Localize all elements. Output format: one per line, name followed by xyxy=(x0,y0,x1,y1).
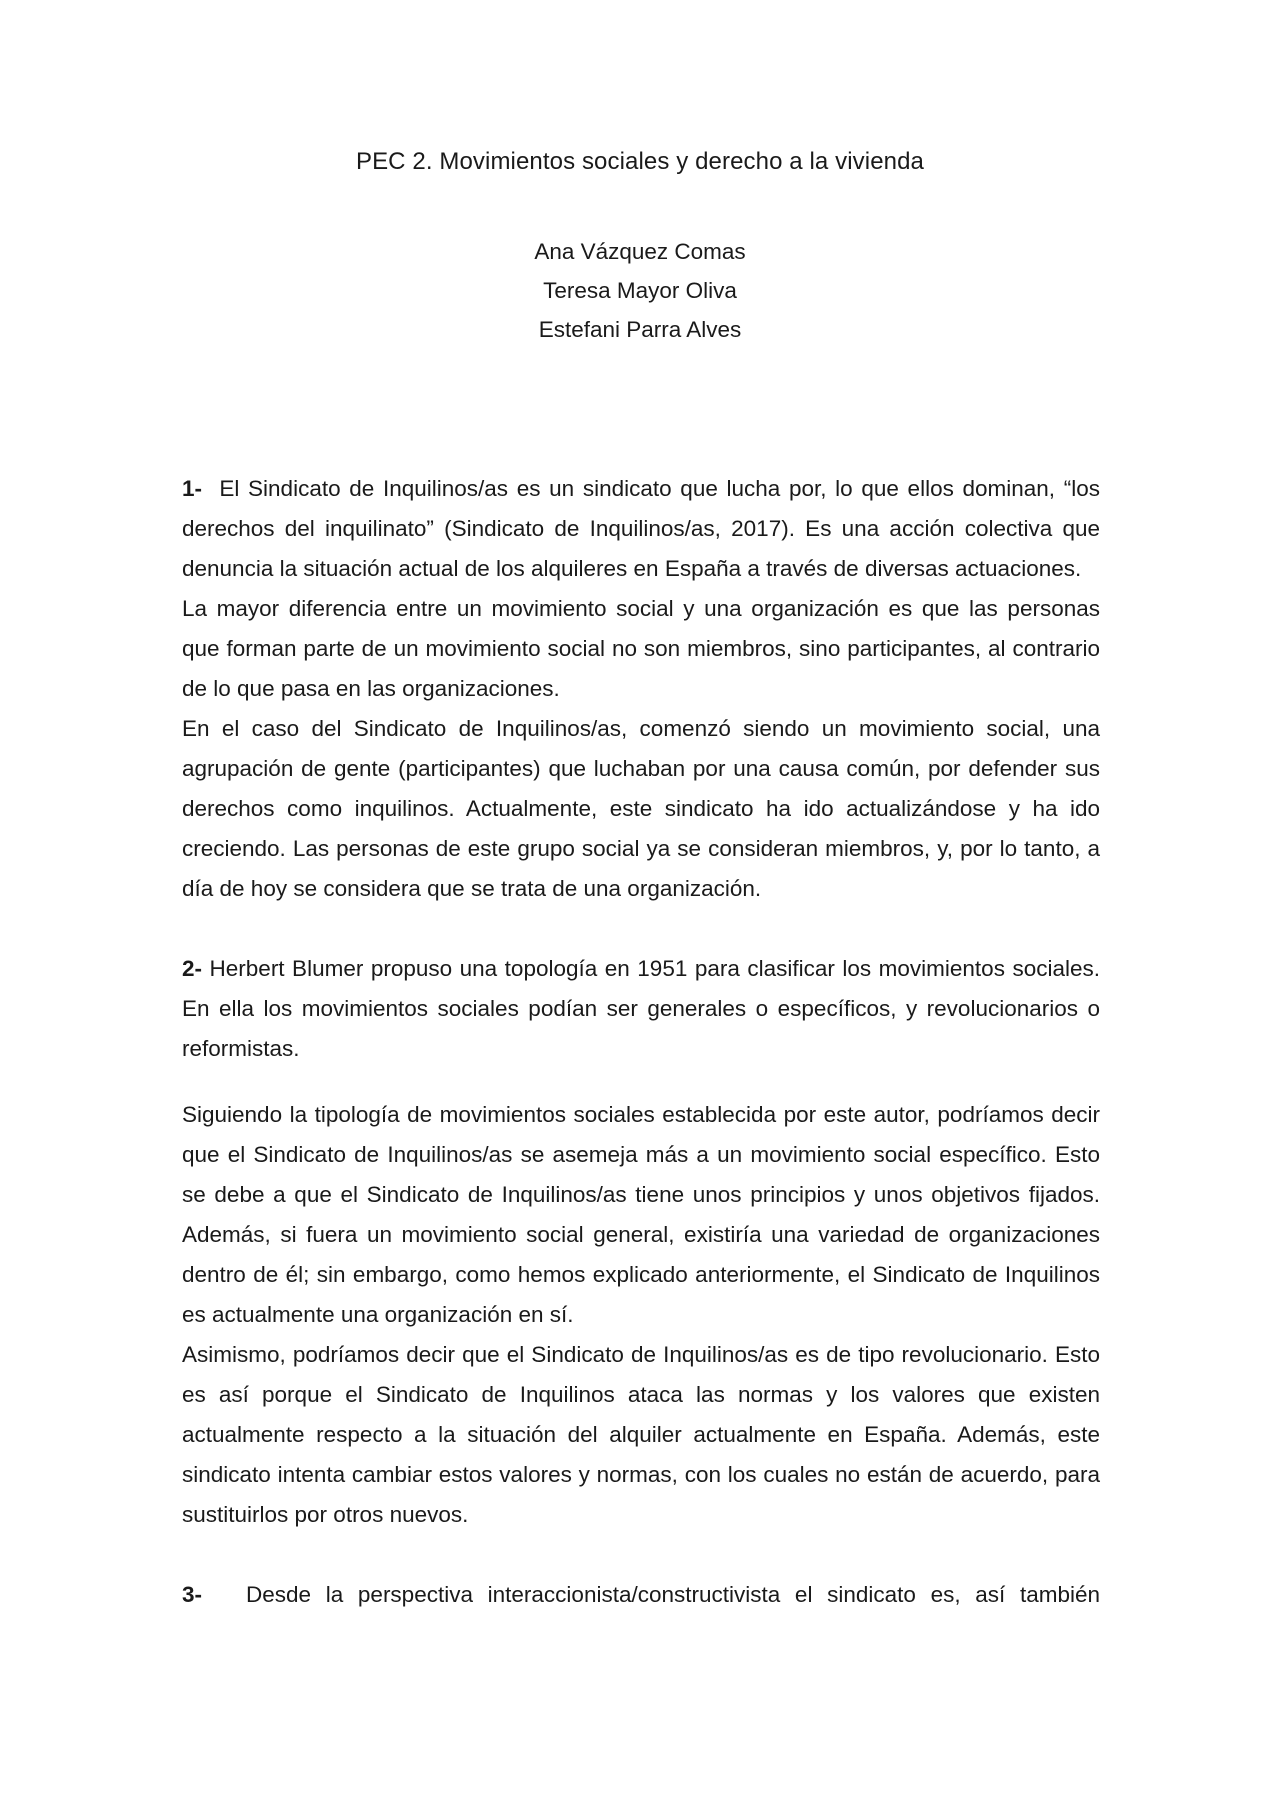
document-body xyxy=(182,469,1100,1615)
paragraph: La mayor diferencia entre un movimiento social y una organización es que las personas que forman parte de un movimiento social no son miembros, sino participantes, al contrario de lo que pasa en las organizaciones. xyxy=(182,596,1100,701)
author-name: Ana Vázquez Comas xyxy=(534,239,746,264)
author-name: Estefani Parra Alves xyxy=(538,317,742,342)
section-number: 2- xyxy=(182,956,203,981)
author-name: Teresa Mayor Oliva xyxy=(543,278,737,303)
section-1-paragraph xyxy=(182,469,1100,589)
section-2-paragraph xyxy=(182,949,1100,1069)
author-list xyxy=(0,232,1280,349)
paragraph: Siguiendo la tipología de movimientos sociales establecida por este autor, podríamos decir que el Sindicato de Inquilinos/as se asemeja más a un movimiento social específico. Esto se debe a que el Sindicato de Inquilinos/as tiene unos principios y unos objetivos fijados. Además, si fuera un movimiento social general, existiría una variedad de organizaciones dentro de él; sin embargo, como hemos explicado anteriormente, el Sindicato de Inquilinos es actualmente una organización en sí. xyxy=(182,1102,1100,1327)
section-3-paragraph xyxy=(182,1575,1100,1615)
paragraph-text: Desde la perspectiva interaccionista/constructivista el sindicato es, así también xyxy=(246,1582,1100,1607)
paragraph: Asimismo, podríamos decir que el Sindicato de Inquilinos/as es de tipo revolucionario. Esto es así porque el Sindicato de Inquilinos ataca las normas y los valores que existen actualmente respecto a la situación del alquiler actualmente en España. Además, este sindicato intenta cambiar estos valores y normas, con los cuales no están de acuerdo, para sustituirlos por otros nuevos. xyxy=(182,1342,1100,1527)
paragraph-text: El Sindicato de Inquilinos/as es un sindicato que lucha por, lo que ellos dominan, “los derechos del inquilinato” (Sindicato de Inquilinos/as, 2017). Es una acción colectiva que denuncia la situación actual de los alquileres en España a través de diversas actuaciones. xyxy=(182,476,1100,581)
paragraph: En el caso del Sindicato de Inquilinos/as, comenzó siendo un movimiento social, una agrupación de gente (participantes) que luchaban por una causa común, por defender sus derechos como inquilinos. Actualmente, este sindicato ha ido actualizándose y ha ido creciendo. Las personas de este grupo social ya se consideran miembros, y, por lo tanto, a día de hoy se considera que se trata de una organización. xyxy=(182,716,1100,901)
section-number: 1- xyxy=(182,476,203,501)
document-title: PEC 2. Movimientos sociales y derecho a la vivienda xyxy=(355,148,925,175)
paragraph-text: Herbert Blumer propuso una topología en 1951 para clasificar los movimientos sociales. En ella los movimientos sociales podían ser generales o específicos, y revolucionarios o reformistas. xyxy=(182,956,1100,1061)
section-number: 3- xyxy=(182,1582,203,1607)
